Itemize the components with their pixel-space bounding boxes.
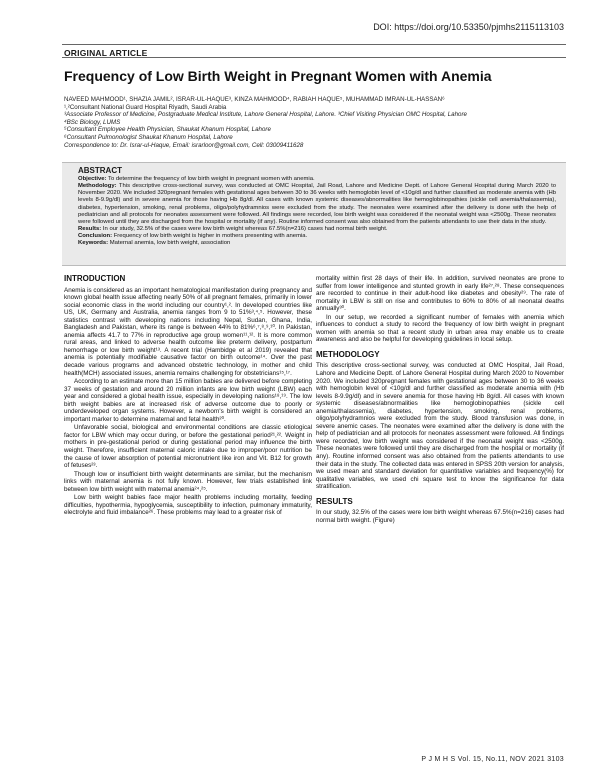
right-column <box>316 275 564 525</box>
article-title: Frequency of Low Birth Weight in Pregnant Women with Anemia <box>64 68 492 84</box>
abstract-results-label: Results: <box>78 226 102 233</box>
intro-continuation-2: In our setup, we recorded a significant number of females with anemia which influences to conduct a study to record the frequency of low birth weight in pregnant women with anemia so that a recent study in urban area may enable us to create awareness and also be helpful for developing guidelines in local setup. <box>316 313 564 344</box>
abstract-box <box>62 162 566 266</box>
abstract-methodology-text: This descriptive cross-sectional survey, was conducted at OMC Hospital, Jail Road, Lahore and Medicine Deptt. of Lahore General Hospital during March 2020 to November 2020. We included 320pregnant females with gestational ages between 30 to 36 weeks with hemoglobin level of <10g/dl and further classified as moderate anemia with (Hb levels 8-9.9g/dl) and in severe anemia for those having Hb 8g/dl. All cases with known systemic diseases/abnormalities like hemoglobinopathies (sickle cell anemia/thalassemia), diabetes, hypertension, smoking, renal problems, oligo/polyhydramnios were excluded from the study. The neonates were examined after the delivery is done with the help of pediatrician and all protocols for neonates assessment were followed. All findings were recorded, low birth weight was considered if the neonatal weight was <2500g. These neonates were followed until they are discharged from the hospital or mortality (if any). Routine informed consent was also obtained from the patients attendants to use their data in the study. <box>78 183 557 225</box>
affiliation-2: ³Associate Professor of Medicine, Postgraduate Medical Institute, Lahore General Hospital, Lahore. ³Chief Visiting Physician OMC Hospital, Lahore <box>64 111 467 119</box>
intro-paragraph-2: According to an estimate more than 15 million babies are delivered before completing 37 weeks of gestation and around 20 million infants are low birth weight (LBW) each year and considered a global health issue, especially in developing nations¹⁸,¹⁹. The low birth weight babies are at increased risk of adverse outcome due to poorly or underdeveloped organ systems. However, a newborn's birth weight is considered an important marker to determine maternal and fetal health²⁰. <box>64 378 313 423</box>
affiliation-1: ¹,²Consultant National Guard Hospital Riyadh, Saudi Arabia <box>64 103 227 111</box>
header-rule-bottom <box>62 57 566 58</box>
abstract-keywords-label: Keywords: <box>78 240 109 247</box>
abstract-conclusion-label: Conclusion: <box>78 233 113 240</box>
affiliation-3: ⁴BSc Biology, LUMS <box>64 118 121 126</box>
abstract-methodology <box>78 183 556 226</box>
intro-continuation-1: mortality within first 28 days of their life. In addition, survived neonates are prone to suffer from lower intelligence and stunted growth in early life²⁷,²⁸. These consequences are recorded to continue in their adult-hood like diabetes and obesity²⁹. The rate of mortality in LBW is still on rise and contributes to 60% to 80% of all neonatal deaths annually³⁰. <box>316 275 564 313</box>
doi-link[interactable]: DOI: https://doi.org/10.53350/pjmhs2115113103 <box>373 22 564 32</box>
abstract-results-text: In our study, 32.5% of the cases were low birth weight whereas 67.5%(n=216) cases had normal birth weight. <box>102 226 388 233</box>
left-column <box>64 275 312 518</box>
article-type: ORIGINAL ARTICLE <box>64 48 148 58</box>
abstract-objective <box>78 176 556 183</box>
correspondence: Correspondence to: Dr. Israr-ul-Haque, Email: israrloor@gmail.com, Cell: 03009411628 <box>64 141 304 149</box>
abstract-objective-text: To determine the frequency of low birth weight in pregnant women with anemia. <box>108 176 315 182</box>
abstract-results <box>78 226 556 233</box>
affiliation-4: ⁵Consultant Employee Health Physician, Shaukat Khanum Hospital, Lahore <box>64 126 271 134</box>
intro-paragraph-5: Low birth weight babies face major health problems including mortality, feeding difficulties, hypothermia, hypoglycemia, susceptibility to infection, pulmonary immaturity, electrolyte and fluid imbalance²⁶. These problems may lead to a greater risk of <box>64 494 312 517</box>
journal-footer: P J M H S Vol. 15, No.11, NOV 2021 3103 <box>421 756 564 763</box>
abstract-keywords <box>78 240 556 247</box>
introduction-heading: INTRODUCTION <box>64 274 126 283</box>
methodology-paragraph: This descriptive cross-sectional survey, was conducted at OMC Hospital, Jail Road, Lahore and Medicine Deptt. of Lahore General Hospital during March 2020 to November 2020. We included 320pregnant females with gestational ages between 30 to 36 weeks with hemoglobin level of <10g/dl and further classified as moderate anemia with (Hb levels 8-9.9g/dl) and in severe anemia for those having Hb 8g/dl. All cases with known systemic diseases/abnormalities like hemoglobinopathies (sickle cell anemia/thalassemia), diabetes, hypertension, smoking, renal problems, oligo/polyhydramnios were excluded from the study. Blood transfusion was done, in severe anemic cases. The neonates were examined after the delivery is done with the help of pediatrician and all protocols for neonates assessment were followed. All findings were recorded, low birth weight was considered if the neonatal weight was <2500g. These neonates were followed until they are discharged from the hospital or mortality (if any). Routine informed consent was also obtained from the patients attendants to use their data in the study. The collected data was entered in SPSS 20th version for analysis, we used mean and standard deviation for quantitative variables and frequency(%) for qualitative variables, we used chi square test to know the significance for data stratification. <box>316 362 564 491</box>
intro-paragraph-4: Though low or insufficient birth weight determinants are similar, but the mechanism links with maternal anemia is not fully known. However, few trials established link between low birth weight with maternal anemia²⁴,²⁵. <box>64 470 312 493</box>
abstract-conclusion <box>78 233 556 240</box>
abstract-conclusion-text: Frequency of low birth weight is higher in mothers presenting with anemia. <box>113 233 308 240</box>
authors-block <box>64 96 564 149</box>
abstract-methodology-label: Methodology: <box>78 183 117 190</box>
methodology-heading: METHODOLOGY <box>316 349 380 359</box>
results-heading: RESULTS <box>316 496 353 506</box>
results-paragraph: In our study, 32.5% of the cases were low birth weight whereas 67.5%(n=216) cases had normal birth weight. (Figure) <box>316 509 564 524</box>
abstract-objective-label: Objective: <box>78 176 107 182</box>
header-rule-top <box>62 44 566 45</box>
affiliation-5: ⁶Consultant Pulmonologist Shaukat Khanum Hospital, Lahore <box>64 133 233 141</box>
abstract-heading: ABSTRACT <box>78 166 122 175</box>
intro-paragraph-3: Unfavorable social, biological and environmental conditions are classic etiological factor for LBW which may occur during, or before the gestational period²¹,²². Weight in mothers in pre-gestational period or during gestational period may influence the birth weight. Therefore, insufficient maternal caloric intake due to improper/poor nutrition be the cause of lower absorption of potential micronutrient like iron and Vit. B12 for growth of fetuses²³. <box>64 424 312 470</box>
authors-line: NAVEED MAHMOOD¹, SHAZIA JAMIL², ISRAR-UL-HAQUE³, KINZA MAHMOOD⁴, RABIAH HAQUE⁵, MUHAMMAD IMRAN-UL-HASSAN⁶ <box>64 96 445 103</box>
abstract-keywords-text: Maternal anemia, low birth weight, association <box>109 240 231 247</box>
intro-paragraph-1: Anemia is considered as an important hematological manifestation during pregnancy and known global health issue affecting nearly 50% of all pregnant females, primarily in lower social economic class in the world including our country¹,². In developed countries like US, UK, Germany and Australia, anemia ranges from 9 to 51%³,⁴,⁵. However, these statistics contrast with developing nations including Nepal, Sudan, Ghana, India, Bangladesh and Pakistan, where its range is between 44% to 81%⁶,⁷,⁸,⁹,¹⁰. In Pakistan, anemia affects 41.7 to 77% in reproductive age group women¹¹,¹². It is more common rural areas, and linked to adverse health outcome like preterm delivery, postpartum hemorrhage or low birth weight¹³. A recent trial (Hambidge et al 2019) revealed that anemia is potentially modifiable causative factor on birth outcome¹⁴. Over the past decade various programs and advanced obstetric technology, in mother and child health(MCH) associated issues, anemia remains challenging for obstetricians¹⁵,¹⁷. <box>64 286 312 377</box>
